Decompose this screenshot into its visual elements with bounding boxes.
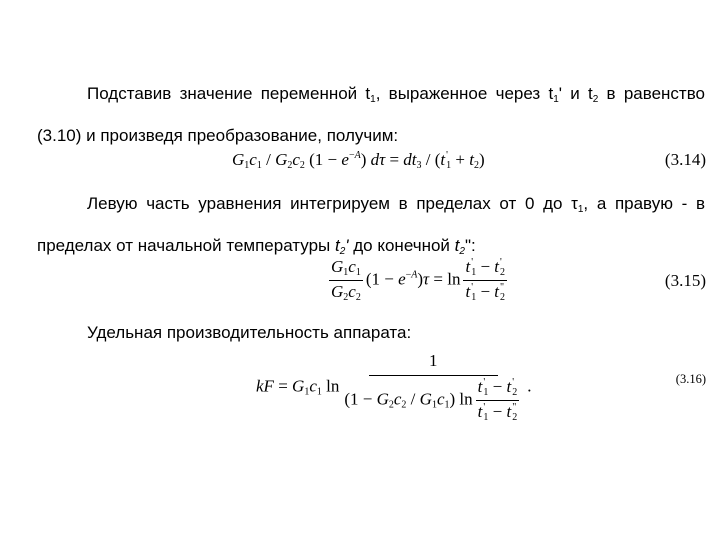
symbol: t bbox=[334, 236, 340, 255]
text: Левую часть уравнения интегрируем в пределах от 0 до τ bbox=[87, 194, 578, 213]
text: , выраженное через t bbox=[375, 84, 554, 103]
paragraph-substitution bbox=[37, 76, 705, 154]
text: Подставив значение переменной t bbox=[87, 84, 371, 103]
subscript: 2 bbox=[339, 246, 346, 257]
prime-mark: ' bbox=[345, 236, 349, 255]
subscript: 2 bbox=[592, 94, 599, 105]
text: ' и t bbox=[558, 84, 593, 103]
equation-3-16: kF = $G_1c_1$ ln 1 $(1 - G_2c_2 / G_1c_1)$ ln t ' 1 − t ' 2 t ' 1 − t " 2 . bbox=[256, 351, 532, 423]
symbol: t bbox=[454, 236, 460, 255]
subscript: 1 bbox=[577, 204, 584, 215]
equation-number: (3.14) bbox=[664, 150, 706, 169]
text: , а правую - в пределах от начальной температуры bbox=[37, 194, 705, 255]
subscript: 1 bbox=[370, 94, 376, 105]
prime-mark: ": bbox=[464, 236, 476, 255]
equation-3-14: $G_1c_1 / G_2c_2$ $(1 - e^{-A})$ $d\tau = dt_3 / (t$ ' 1 + $t_2$) bbox=[232, 150, 485, 172]
paragraph-productivity bbox=[37, 315, 705, 351]
equation-3-15: $\frac{G_1c_1}{G_2c_2}$ $(1 - e^{-A})\tau = \ln$ t ' 1 − t ' 2 t ' 1 − t " 2 bbox=[331, 257, 506, 304]
subscript: 1 bbox=[553, 94, 559, 105]
equation-number: (3.16) bbox=[675, 372, 706, 386]
text: в равенство (3.10) и произведя преобразование, получим: bbox=[37, 84, 705, 145]
subscript: 2 bbox=[459, 246, 465, 257]
text: Удельная производительность аппарата: bbox=[87, 323, 412, 342]
equation-number: (3.15) bbox=[664, 271, 706, 290]
text: до конечной bbox=[348, 236, 455, 255]
